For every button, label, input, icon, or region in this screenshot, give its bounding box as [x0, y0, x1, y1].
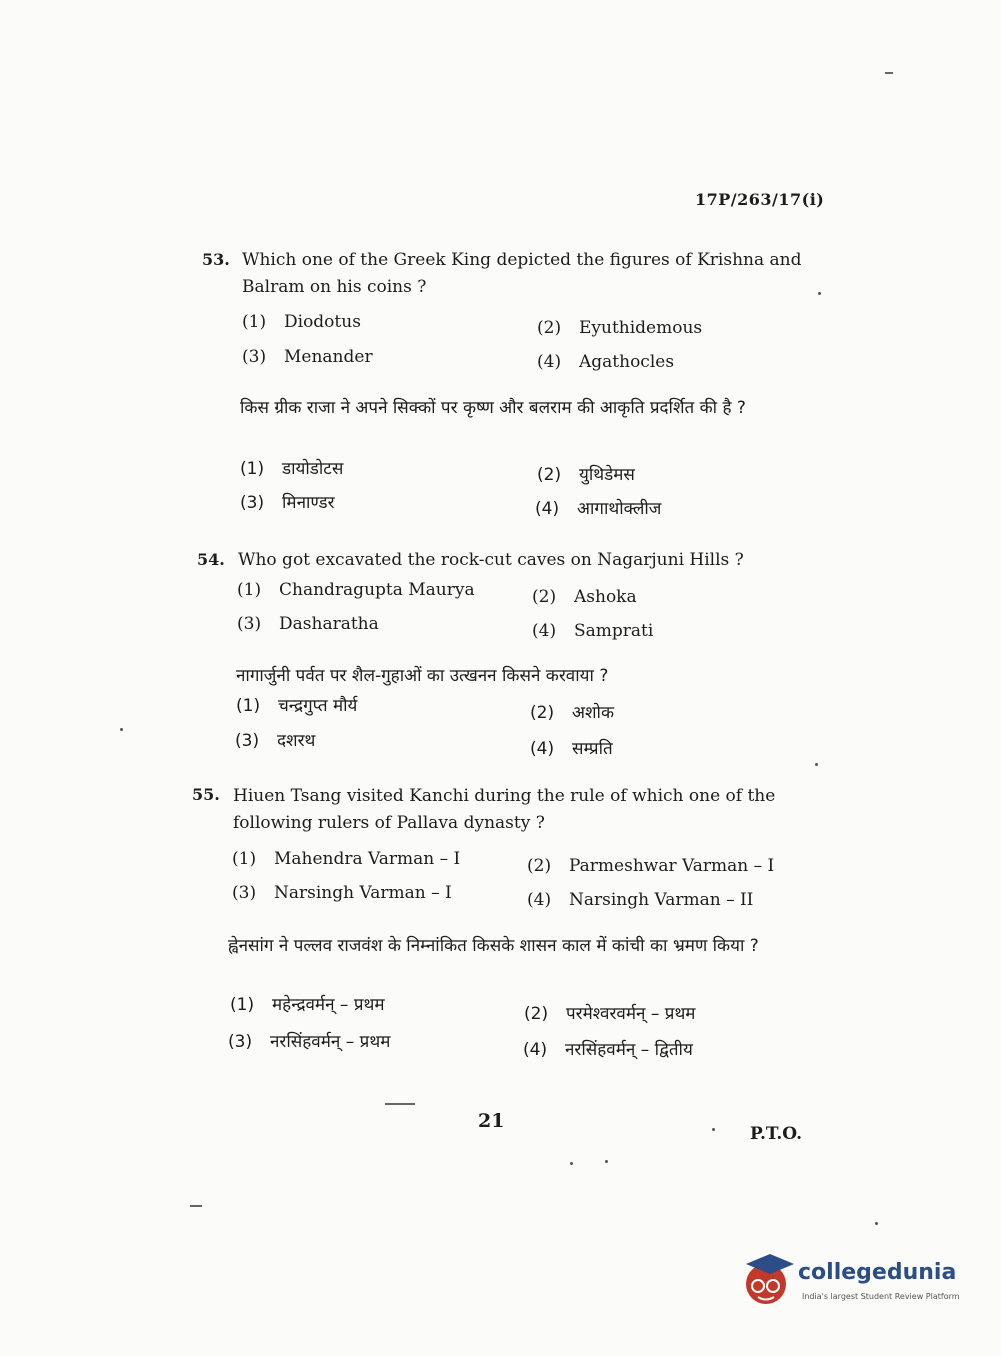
option-label: (3): [237, 614, 262, 634]
option-label: (4): [530, 739, 555, 759]
option-text: Parmeshwar Varman – I: [569, 856, 775, 876]
scan-speck: [570, 1162, 573, 1165]
option-text: नरसिंहवर्मन् – प्रथम: [270, 1032, 391, 1052]
option-text: आगाथोक्लीज: [577, 499, 662, 519]
pto-label: P.T.O.: [750, 1124, 802, 1144]
option-text: Diodotus: [284, 312, 361, 332]
page-number: 21: [478, 1110, 505, 1132]
brand-tagline: India's largest Student Review Platform: [802, 1292, 960, 1301]
brand-name: collegedunia: [798, 1260, 957, 1285]
option-text: डायोडोटस: [282, 459, 344, 479]
scan-speck: [875, 1222, 878, 1225]
option-text: सम्प्रति: [572, 739, 613, 759]
option-label: (3): [242, 347, 267, 367]
option-text: महेन्द्रवर्मन् – प्रथम: [272, 995, 385, 1015]
q55-option-3-en: [232, 883, 452, 903]
question-53-text-en: Which one of the Greek King depicted the figures of Krishna and Balram on his coins ?: [242, 250, 802, 297]
q53-option-4-en: [537, 352, 674, 372]
option-text: परमेश्वरवर्मन् – प्रथम: [566, 1004, 696, 1024]
mascot-logo-icon: [740, 1250, 796, 1310]
paper-code: 17P/263/17(i): [695, 190, 825, 209]
question-53-number: 53.: [202, 250, 230, 269]
scan-speck: [605, 1160, 608, 1163]
q55-option-4-hi: [523, 1037, 693, 1060]
option-text: Mahendra Varman – I: [274, 849, 461, 869]
option-text: मिनाण्डर: [282, 493, 335, 513]
q54-option-4-en: [532, 621, 653, 641]
question-55-number: 55.: [192, 785, 220, 804]
option-label: (3): [232, 883, 257, 903]
q54-option-3-hi: [235, 728, 315, 751]
scan-speck: [712, 1128, 715, 1131]
option-label: (3): [235, 731, 260, 751]
scan-speck: [385, 1103, 415, 1105]
option-label: (1): [237, 580, 262, 600]
scan-speck: [885, 72, 893, 74]
option-label: (2): [532, 587, 557, 607]
option-label: (1): [232, 849, 257, 869]
option-text: Ashoka: [574, 587, 637, 607]
q53-option-2-en: [537, 318, 702, 338]
q53-option-2-hi: [537, 462, 635, 485]
option-text: अशोक: [572, 703, 615, 723]
question-53-text-hi: किस ग्रीक राजा ने अपने सिक्कों पर कृष्ण और बलराम की आकृति प्रदर्शित की है ?: [240, 398, 746, 418]
option-label: (2): [530, 703, 555, 723]
option-label: (4): [535, 499, 560, 519]
option-text: Dasharatha: [279, 614, 379, 634]
scan-speck: [120, 728, 123, 731]
option-text: Eyuthidemous: [579, 318, 703, 338]
option-text: युथिडेमस: [579, 465, 635, 485]
option-text: Samprati: [574, 621, 654, 641]
q55-option-2-hi: [524, 1001, 695, 1024]
q55-option-3-hi: [228, 1029, 390, 1052]
option-text: नरसिंहवर्मन् – द्वितीय: [565, 1040, 693, 1060]
option-label: (4): [537, 352, 562, 372]
option-text: Agathocles: [579, 352, 675, 372]
q54-option-1-en: [237, 580, 475, 600]
option-label: (2): [537, 318, 562, 338]
scan-speck: [815, 763, 818, 766]
option-text: दशरथ: [277, 731, 316, 751]
option-label: (1): [242, 312, 267, 332]
question-54-text-hi: नागार्जुनी पर्वत पर शैल-गुहाओं का उत्खनन किसने करवाया ?: [236, 666, 609, 686]
option-label: (1): [230, 995, 255, 1015]
option-label: (4): [532, 621, 557, 641]
scan-speck: [818, 292, 821, 295]
q55-option-4-en: [527, 890, 753, 910]
option-label: (3): [240, 493, 265, 513]
q54-option-2-hi: [530, 700, 614, 723]
option-text: Narsingh Varman – II: [569, 890, 754, 910]
q53-option-1-en: [242, 312, 361, 332]
q53-option-3-hi: [240, 490, 335, 513]
option-label: (2): [527, 856, 552, 876]
q54-option-1-hi: [236, 693, 357, 716]
scan-speck: [190, 1205, 202, 1207]
option-label: (4): [523, 1040, 548, 1060]
option-label: (4): [527, 890, 552, 910]
q54-option-2-en: [532, 587, 637, 607]
option-label: (2): [524, 1004, 549, 1024]
option-text: Narsingh Varman – I: [274, 883, 452, 903]
q55-option-2-en: [527, 856, 774, 876]
option-text: Menander: [284, 347, 373, 367]
option-label: (3): [228, 1032, 253, 1052]
question-54-number: 54.: [197, 550, 225, 569]
q55-option-1-en: [232, 849, 460, 869]
question-54-text-en: Who got excavated the rock-cut caves on Nagarjuni Hills ?: [238, 550, 744, 570]
option-label: (2): [537, 465, 562, 485]
q54-option-3-en: [237, 614, 379, 634]
question-55-text-en: Hiuen Tsang visited Kanchi during the rule of which one of the following rulers of Pallava dynasty ?: [233, 786, 776, 833]
q55-option-1-hi: [230, 992, 385, 1015]
option-label: (1): [240, 459, 265, 479]
q53-option-4-hi: [535, 496, 661, 519]
option-text: चन्द्रगुप्त मौर्य: [278, 696, 358, 716]
q53-option-3-en: [242, 347, 373, 367]
question-55-text-hi: ह्वेनसांग ने पल्लव राजवंश के निम्नांकित किसके शासन काल में कांची का भ्रमण किया ?: [228, 936, 759, 956]
option-text: Chandragupta Maurya: [279, 580, 475, 600]
collegedunia-watermark: [740, 1250, 980, 1314]
q54-option-4-hi: [530, 736, 613, 759]
option-label: (1): [236, 696, 261, 716]
q53-option-1-hi: [240, 456, 343, 479]
